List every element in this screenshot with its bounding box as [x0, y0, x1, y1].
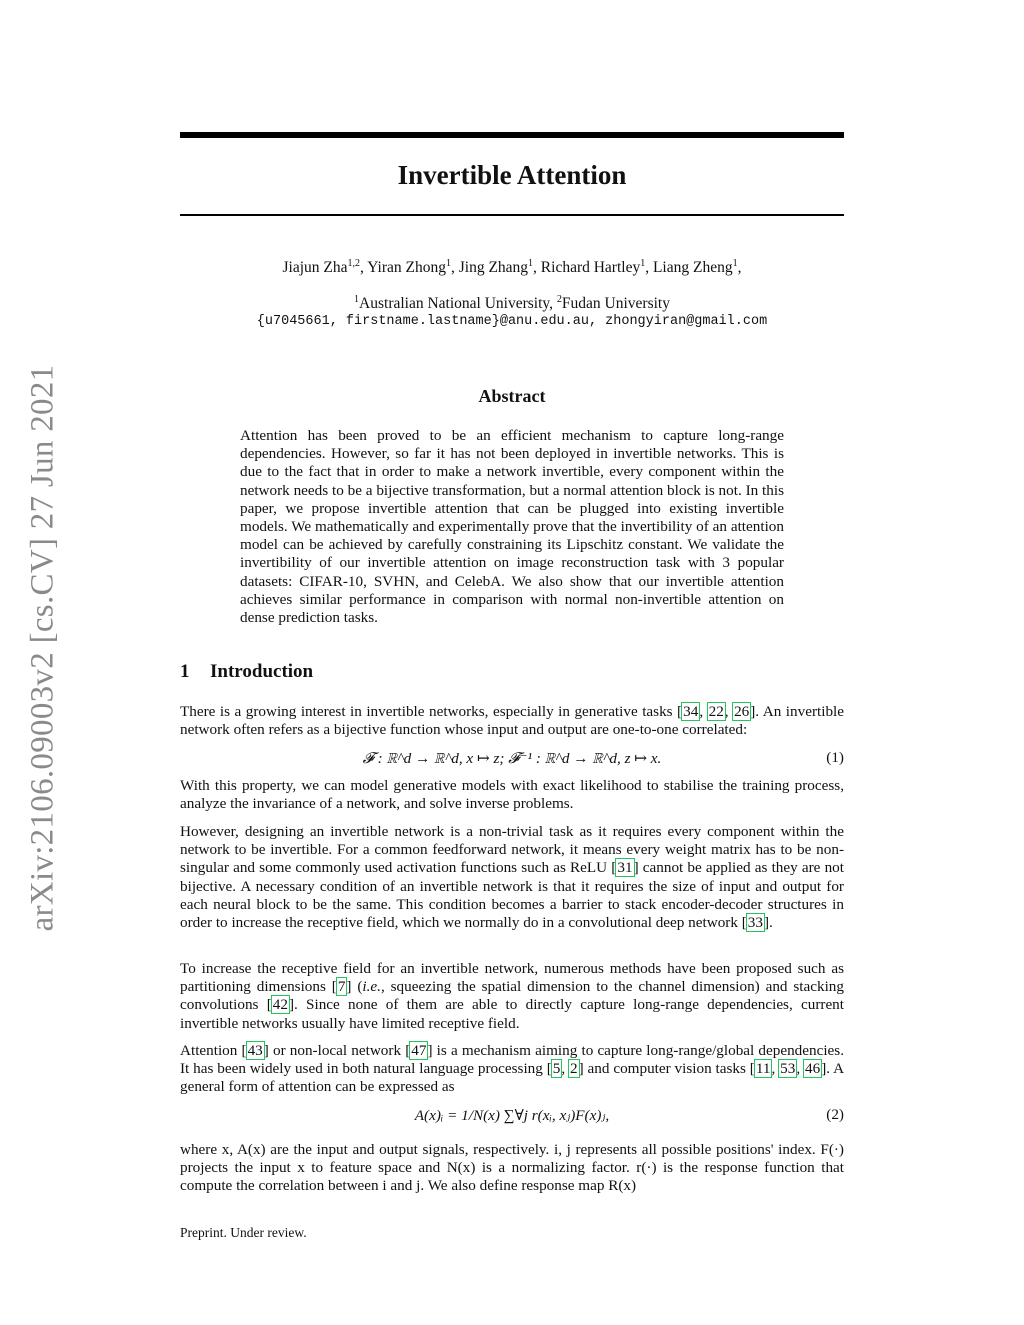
paragraph-1: There is a growing interest in invertible networks, especially in generative tasks [34, 22, 26]. An invertible network often refers as a bijective function whose input and output are one-to-one correlated:	[180, 703, 844, 739]
section-number: 1	[180, 661, 190, 682]
citation-link[interactable]: 47	[411, 1042, 427, 1059]
affil-sup: 2	[556, 294, 562, 305]
citation-link[interactable]: 26	[734, 703, 750, 720]
author-name: Jiajun Zha	[282, 259, 348, 277]
citation-link[interactable]: 53	[780, 1060, 796, 1078]
author-list: Jiajun Zha$^{1,2}$, Yiran Zhong$^1$, Jing Zhang$^1$, Richard Hartley$^1$, Liang Zheng$^1$,	[282, 258, 742, 277]
author-affil-sup: 1,2	[347, 258, 361, 269]
title-top-rule	[180, 132, 844, 138]
author-emails: {u7045661, firstname.lastname}@anu.edu.au, zhongyiran@gmail.com	[256, 314, 768, 329]
paragraph-6: where x, A(x) are the input and output signals, respectively. i, j represents all possible positions' index. F(·) projects the input x to feature space and N(x) is a normalizing factor. r(·) is the response function that compute the correlation between i and j. We also define response map R(x)	[180, 1141, 844, 1195]
affil-sup: 1	[354, 294, 360, 305]
citation-link[interactable]: 43	[247, 1042, 263, 1059]
paragraph-4	[180, 960, 844, 1033]
author-affil-sup: 1	[445, 258, 451, 269]
equation-body: A(x)ᵢ = 1/N(x) ∑∀j r(xᵢ, xⱼ)F(x)ⱼ,	[414, 1107, 610, 1124]
citation-link[interactable]: 5	[552, 1060, 561, 1078]
arxiv-identifier-text: arXiv:2106.09003v2 [cs.CV] 27 Jun 2021	[24, 364, 61, 932]
author-name: Liang Zheng	[652, 259, 733, 277]
text: ] and computer vision tasks [	[578, 1060, 755, 1078]
text: ].	[763, 914, 773, 932]
text: ]. A general form of attention can be expressed as	[180, 1060, 845, 1096]
citation-link[interactable]: 2	[570, 1060, 578, 1078]
equation-number: (2)	[826, 1106, 844, 1123]
text: There is a growing interest in invertible networks, especially in generative tasks [	[180, 703, 683, 720]
equation-2	[180, 1106, 844, 1126]
text: i.e.,	[362, 978, 385, 996]
text: ]. Since none of them are able to directly capture long-range dependencies, current invertible networks usually have limited receptive field.	[180, 996, 844, 1032]
citation-link[interactable]: 7	[337, 978, 346, 996]
affiliation-list: $^1$Australian National University, $^2$Fudan University	[354, 294, 670, 313]
author-name: Richard Hartley	[540, 259, 641, 277]
citation-link[interactable]: 33	[747, 914, 763, 932]
paper-title: Invertible Attention	[397, 160, 627, 190]
citation-link[interactable]: 42	[272, 996, 288, 1014]
footer-note: Preprint. Under review.	[180, 1225, 307, 1240]
paragraph-2: With this property, we can model generative models with exact likelihood to stabilise the training process, analyze the invariance of a network, and solve inverse problems.	[180, 777, 844, 813]
abstract-heading: Abstract	[478, 386, 546, 406]
citation-link[interactable]: 11	[755, 1060, 771, 1078]
equation-body: 𝓕 : ℝ^d → ℝ^d, x ↦ z; 𝓕⁻¹ : ℝ^d → ℝ^d, z ↦ x.	[362, 750, 662, 767]
paragraph-3	[180, 823, 844, 932]
affiliation: Fudan University	[561, 295, 670, 313]
affiliation: Australian National University	[359, 295, 550, 313]
equation-number: (1)	[826, 749, 844, 766]
text: ] or non-local network [	[263, 1042, 411, 1059]
text: However, designing an invertible network is a non-trivial task as it requires every component within the network to be invertible. For a common feedforward network, it means every weight matrix has to be non-singular and some commonly used activation functions such as ReLU [	[180, 823, 844, 877]
section-title: Introduction	[210, 661, 314, 682]
text: Attention [	[180, 1042, 247, 1059]
equation-1	[180, 749, 844, 769]
citation-link[interactable]: 46	[805, 1060, 821, 1078]
citation-link[interactable]: 34	[683, 703, 699, 720]
text: squeezing the spatial dimension to the channel dimension) and stacking convolutions [	[180, 978, 844, 1014]
abstract-text: Attention has been proved to be an efficient mechanism to capture long-range dependencies. However, so far it has not been deployed in invertible networks. This is due to the fact that in order to make a network invertible, every component within the network needs to be a bijective transformation, but a normal attention block is not. In this paper, we propose invertible attention that can be plugged into existing invertible models. We mathematically and experimentally prove that the invertibility of an attention model can be achieved by carefully constraining its Lipschitz constant. We validate the invertibility of our invertible attention on image reconstruction task with 3 popular datasets: CIFAR-10, SVHN, and CelebA. We also show that our invertible attention achieves similar performance in comparison with normal non-invertible attention on dense prediction tasks.	[240, 427, 784, 627]
text: ] is a mechanism aiming to capture long-range/global dependencies. It has been widely used in both natural language processing [	[180, 1042, 844, 1078]
text: ] cannot be applied as they are not bijective. A necessary condition of an invertible network is that it requires the size of input and output for each neural block to be the same. This condition becomes a barrier to stack encoder-decoder structures in order to increase the receptive field, which we normally do in a convolutional deep network [	[180, 859, 844, 932]
title-bottom-rule	[180, 214, 844, 216]
author-name: Yiran Zhong	[367, 259, 446, 277]
citation-link[interactable]: 22	[708, 703, 724, 720]
author-affil-sup: 1	[640, 258, 646, 269]
author-affil-sup: 1	[732, 258, 738, 269]
text: To increase the receptive field for an invertible network, numerous methods have been proposed such as partitioning dimensions [	[180, 960, 844, 996]
section-heading	[180, 661, 313, 683]
author-affil-sup: 1	[528, 258, 534, 269]
text: ]. An invertible network often refers as a bijective function whose input and output are one-to-one correlated:	[180, 703, 844, 739]
author-name: Jing Zhang	[458, 259, 529, 277]
text: ] (	[346, 978, 363, 996]
citation-link[interactable]: 31	[617, 859, 633, 877]
paragraph-5: Attention [43] or non-local network [47] is a mechanism aiming to capture long-range/global dependencies. It has been widely used in both natural language processing [5, 2] and computer vision tasks [11, 53, 46]. A general form of attention can be expressed as	[180, 1042, 845, 1096]
